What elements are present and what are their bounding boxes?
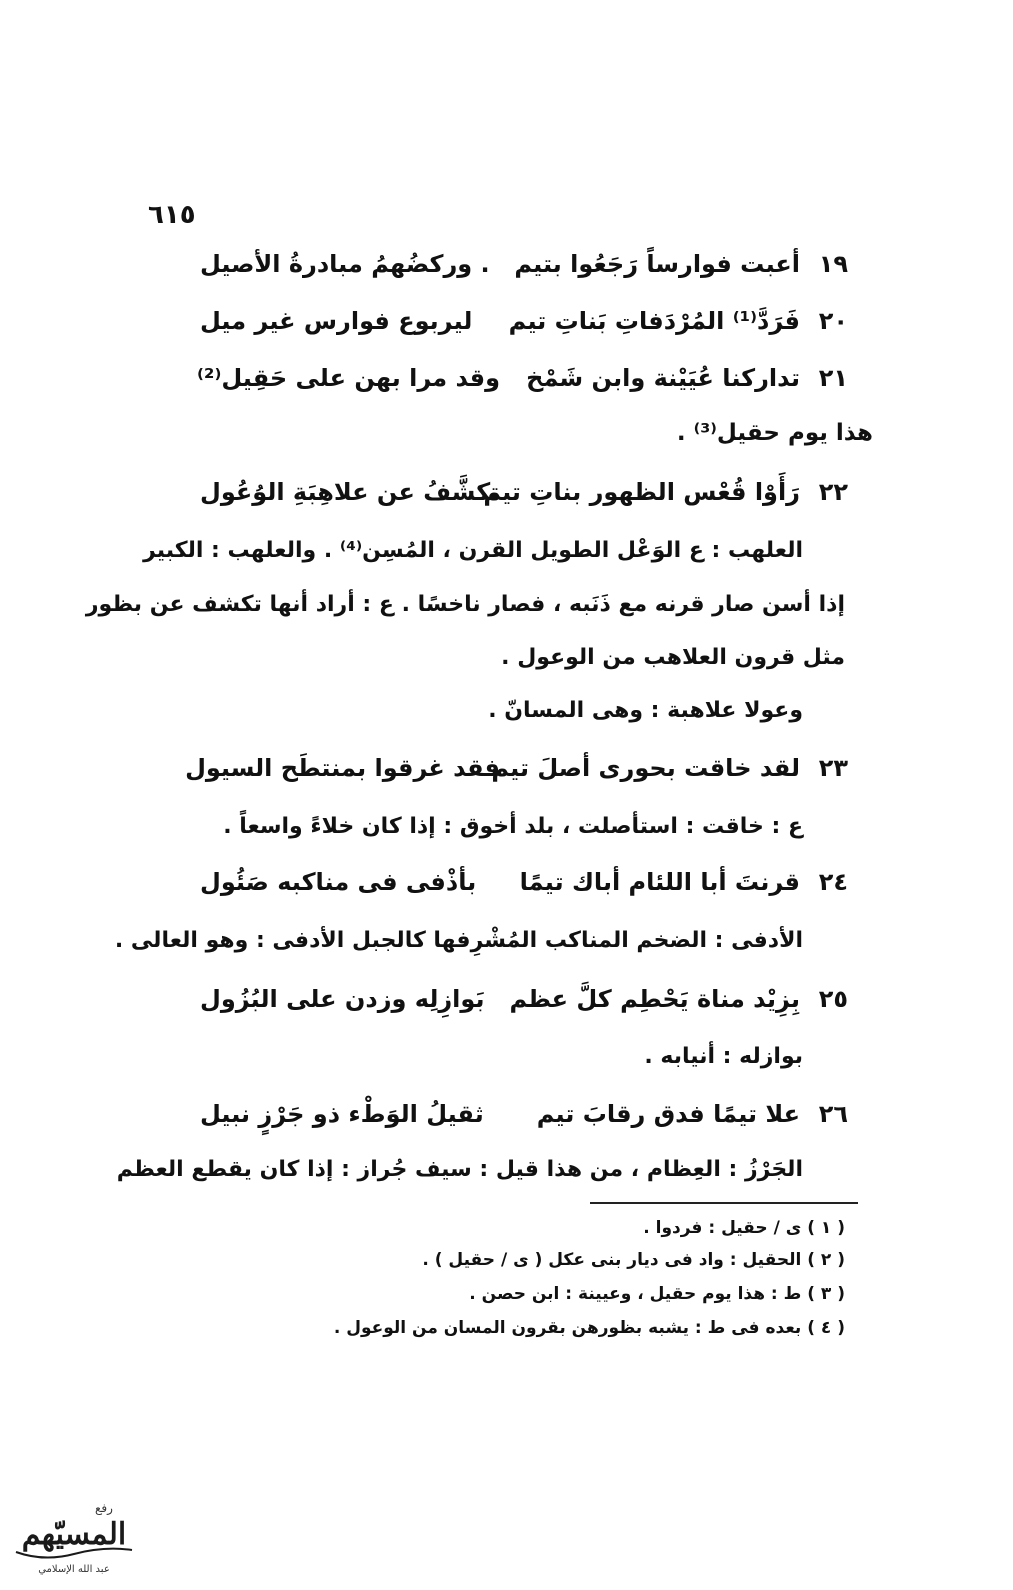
commentary-line: بوازله : أنيابه . [644,1044,803,1069]
commentary-line: الجَرْزُ : العِظام ، من هذا قيل : سيف جُراز : إذا كان يقطع العظم [116,1157,803,1182]
commentary-line: وعولا علاهبة : وهى المسانّ . [488,698,803,723]
verse-23 [185,754,870,800]
footnote: ( ١ ) ى / حقيل : فردوا . [643,1218,845,1238]
footnote: ( ٢ ) الحقيل : واد فى ديار بنى عكل ( ى / حقيل ) . [422,1250,845,1270]
verse-second-hemistich: وقد مرا بهن على حَقِيل⁽²⁾ [197,364,500,392]
commentary-line: مثل قرون العلاهب من الوعول . [501,645,845,670]
svg-text:المسيّهم: المسيّهم [21,1517,127,1552]
verse-first-hemistich: علا تيمًا فدق رقابَ تيم [536,1100,800,1128]
commentary-line: العلهب : ع الوَعْل الطويل القرن ، المُسِن⁽⁴⁾ . والعلهب : الكبير [143,538,803,563]
verse-number: ٢٢ [818,478,848,506]
verse-second-hemistich: بأذْفى فى مناكبه صَئُول [200,868,477,896]
verse-number: ٢٥ [818,985,848,1013]
verse-number: ٢٠ [818,307,848,335]
verse-second-hemistich: ليربوع فوارس غير ميل [200,307,473,335]
verse-25 [190,985,870,1031]
verse-21 [190,364,870,410]
commentary-line: ع : خاقت : استأصلت ، بلد أخوق : إذا كان خلاءً واسعاً . [223,814,803,839]
verse-20 [190,307,870,353]
verse-second-hemistich: . وركضُهمُ مبادرةُ الأصيل [200,250,490,278]
verse-first-hemistich: قرنتَ أبا اللئام أباك تيمًا [519,868,800,896]
footnote: ( ٤ ) بعده فى ط : يشبه بظورهن بقرون المسان من الوعول . [333,1318,845,1338]
verse-second-hemistich: فقد غرقوا بمنتطَح السيول [185,754,500,782]
verse-first-hemistich: أعبت فوارساً رَجَعُوا بتيم [514,250,800,278]
verse-24 [190,868,870,914]
svg-text:عبد الله الإسلامي: عبد الله الإسلامي [38,1564,110,1575]
verse-number: ٢٦ [818,1100,848,1128]
verse-number: ١٩ [818,250,848,278]
verse-19 [190,250,870,296]
verse-second-hemistich: ثقيلُ الوَطْء ذو جَرْزٍ نبيل [200,1100,484,1128]
verse-first-hemistich: لقد خاقت بحورى أصلَ تيم [491,754,800,782]
verse-second-hemistich: تكشَّفُ عن علاهِبَةِ الوُعُول [200,478,500,506]
svg-text:رفع: رفع [95,1501,113,1515]
page-number: ٦١٥ [148,200,196,230]
verse-22 [190,478,870,524]
commentary-line: إذا أسن صار قرنه مع ذَنَبه ، فصار ناخسًا . ع : أراد أنها تكشف عن بظور [85,592,845,617]
verse-number: ٢١ [818,364,848,392]
footnote-divider [590,1202,858,1204]
verse-first-hemistich: رَأَوْا قُعْس الظهور بناتِ تيم [483,478,800,506]
verse-first-hemistich: بِزِيْد مناة يَحْطِم كلَّ عظم [509,985,800,1013]
footnote: ( ٣ ) ط : هذا يوم حقيل ، وعيينة : ابن حصن . [469,1284,845,1304]
seal-logo-icon [4,1492,144,1582]
verse-second-hemistich: بَوازِلِه وزدن على البُزُول [200,985,485,1013]
verse-number: ٢٤ [818,868,848,896]
verse-26 [190,1100,870,1146]
verse-first-hemistich: فَرَدَّ⁽¹⁾ المُرْدَفاتِ بَناتِ تيم [508,307,800,335]
verse-first-hemistich: تداركنا عُيَيْنة وابن شَمْخ [526,364,800,392]
commentary-line: الأدفى : الضخم المناكب المُشْرِفها كالجبل الأدفى : وهو العالى . [114,928,803,953]
verse-number: ٢٣ [818,754,848,782]
verse-21-continuation: هذا يوم حقيل⁽³⁾ . [676,420,873,446]
